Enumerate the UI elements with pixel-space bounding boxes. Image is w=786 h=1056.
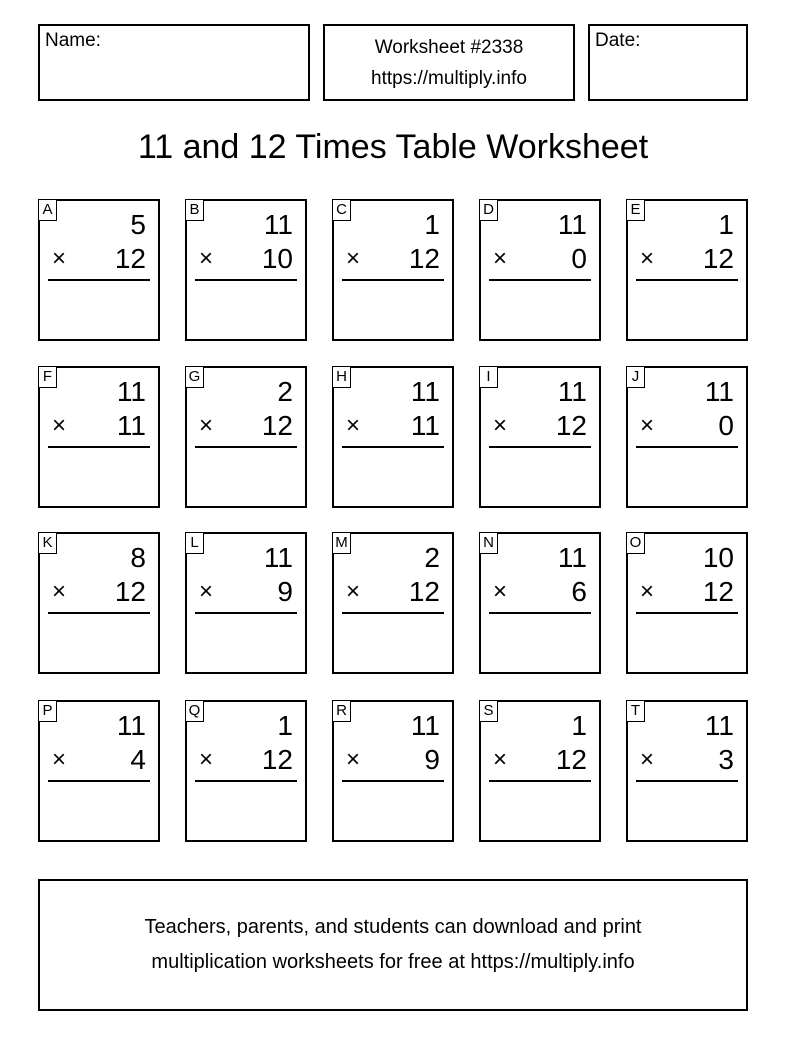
footer-line-1: Teachers, parents, and students can download and print <box>144 916 642 938</box>
times-icon: × <box>346 578 361 605</box>
multiplier: 12 <box>114 243 146 274</box>
multiplicand: 1 <box>277 710 293 741</box>
multiplicand: 11 <box>557 209 587 240</box>
problem-letter: S <box>479 700 498 722</box>
problem-card[interactable] <box>332 700 454 842</box>
problem-card[interactable] <box>626 199 748 341</box>
problem-letter: E <box>626 199 645 221</box>
multiplicand: 1 <box>571 710 587 741</box>
answer-line <box>48 279 150 281</box>
multiplier: 4 <box>130 744 146 775</box>
times-icon: × <box>346 746 361 773</box>
answer-line <box>636 612 738 614</box>
multiplier: 3 <box>718 744 734 775</box>
multiplier: 12 <box>408 576 440 607</box>
problem-card[interactable] <box>479 366 601 508</box>
times-icon: × <box>493 578 508 605</box>
multiplier: 12 <box>261 410 293 441</box>
times-icon: × <box>346 245 361 272</box>
problem-letter: B <box>185 199 204 221</box>
times-icon: × <box>52 245 67 272</box>
answer-line <box>489 612 591 614</box>
multiplicand: 2 <box>424 542 440 573</box>
times-icon: × <box>640 578 655 605</box>
date-field-box[interactable] <box>588 24 748 101</box>
problem-letter: Q <box>185 700 204 722</box>
problem-card[interactable] <box>38 532 160 674</box>
answer-line <box>342 279 444 281</box>
multiplicand: 1 <box>424 209 440 240</box>
multiplier: 0 <box>571 243 587 274</box>
multiplier: 9 <box>277 576 293 607</box>
problem-card[interactable] <box>479 700 601 842</box>
multiplicand: 1 <box>718 209 734 240</box>
multiplier: 9 <box>424 744 440 775</box>
site-url: https://multiply.info <box>371 68 527 89</box>
multiplicand: 11 <box>263 209 293 240</box>
multiplier: 11 <box>410 410 440 441</box>
multiplicand: 11 <box>410 710 440 741</box>
times-icon: × <box>199 578 214 605</box>
problem-letter: R <box>332 700 351 722</box>
problem-card[interactable] <box>479 532 601 674</box>
multiplicand: 10 <box>702 542 734 573</box>
problem-letter: G <box>185 366 204 388</box>
problem-letter: A <box>38 199 57 221</box>
answer-line <box>636 279 738 281</box>
multiplier: 10 <box>261 243 293 274</box>
times-icon: × <box>493 746 508 773</box>
problem-letter: J <box>626 366 645 388</box>
footer-box <box>38 879 748 1011</box>
answer-line <box>195 446 297 448</box>
answer-line <box>195 279 297 281</box>
answer-line <box>195 612 297 614</box>
problem-letter: D <box>479 199 498 221</box>
multiplier: 12 <box>114 576 146 607</box>
multiplicand: 2 <box>277 376 293 407</box>
problem-letter: T <box>626 700 645 722</box>
page-title: 11 and 12 Times Table Worksheet <box>137 128 649 166</box>
times-icon: × <box>493 412 508 439</box>
multiplier: 6 <box>571 576 587 607</box>
times-icon: × <box>52 412 67 439</box>
times-icon: × <box>199 412 214 439</box>
times-icon: × <box>199 245 214 272</box>
problem-card[interactable] <box>185 366 307 508</box>
answer-line <box>342 780 444 782</box>
problem-letter: F <box>38 366 57 388</box>
problem-card[interactable] <box>185 199 307 341</box>
worksheet-info-box <box>323 24 575 101</box>
problem-card[interactable] <box>626 366 748 508</box>
multiplier: 12 <box>702 576 734 607</box>
multiplicand: 8 <box>130 542 146 573</box>
answer-line <box>342 612 444 614</box>
multiplier: 12 <box>555 744 587 775</box>
worksheet-number: Worksheet #2338 <box>374 37 524 58</box>
times-icon: × <box>640 412 655 439</box>
problem-card[interactable] <box>185 700 307 842</box>
multiplicand: 11 <box>263 542 293 573</box>
problem-letter: H <box>332 366 351 388</box>
problem-card[interactable] <box>38 700 160 842</box>
multiplicand: 11 <box>557 542 587 573</box>
problem-card[interactable] <box>332 532 454 674</box>
multiplier: 12 <box>555 410 587 441</box>
date-label: Date: <box>595 30 641 51</box>
problem-card[interactable] <box>626 532 748 674</box>
name-label: Name: <box>45 30 101 51</box>
answer-line <box>48 446 150 448</box>
times-icon: × <box>52 578 67 605</box>
times-icon: × <box>640 245 655 272</box>
answer-line <box>195 780 297 782</box>
problem-card[interactable] <box>626 700 748 842</box>
name-field-box[interactable] <box>38 24 310 101</box>
problem-letter: N <box>479 532 498 554</box>
problem-letter: L <box>185 532 204 554</box>
problem-card[interactable] <box>38 366 160 508</box>
times-icon: × <box>346 412 361 439</box>
answer-line <box>636 446 738 448</box>
times-icon: × <box>640 746 655 773</box>
multiplicand: 11 <box>704 376 734 407</box>
multiplier: 12 <box>702 243 734 274</box>
multiplicand: 11 <box>410 376 440 407</box>
answer-line <box>489 780 591 782</box>
multiplier: 12 <box>261 744 293 775</box>
problem-letter: P <box>38 700 57 722</box>
multiplicand: 11 <box>557 376 587 407</box>
answer-line <box>48 612 150 614</box>
times-icon: × <box>493 245 508 272</box>
problem-letter: I <box>479 366 498 388</box>
problem-card[interactable] <box>332 366 454 508</box>
multiplier: 0 <box>718 410 734 441</box>
times-icon: × <box>199 746 214 773</box>
answer-line <box>489 279 591 281</box>
problem-card[interactable] <box>38 199 160 341</box>
multiplicand: 5 <box>130 209 146 240</box>
answer-line <box>48 780 150 782</box>
multiplicand: 11 <box>116 376 146 407</box>
answer-line <box>342 446 444 448</box>
answer-line <box>489 446 591 448</box>
multiplier: 12 <box>408 243 440 274</box>
multiplier: 11 <box>116 410 146 441</box>
multiplicand: 11 <box>116 710 146 741</box>
problem-letter: K <box>38 532 57 554</box>
problem-letter: M <box>332 532 351 554</box>
problem-card[interactable] <box>479 199 601 341</box>
problem-letter: C <box>332 199 351 221</box>
times-icon: × <box>52 746 67 773</box>
problem-letter: O <box>626 532 645 554</box>
footer-line-2: multiplication worksheets for free at https://multiply.info <box>151 951 635 973</box>
multiplicand: 11 <box>704 710 734 741</box>
answer-line <box>636 780 738 782</box>
problem-card[interactable] <box>332 199 454 341</box>
problem-card[interactable] <box>185 532 307 674</box>
